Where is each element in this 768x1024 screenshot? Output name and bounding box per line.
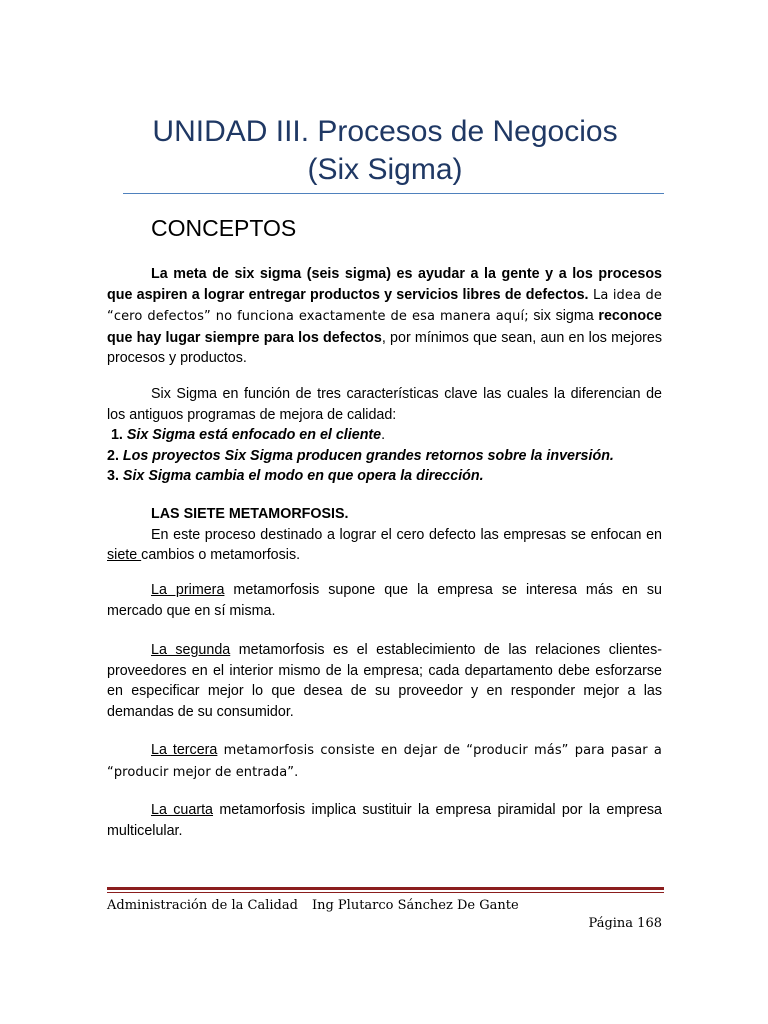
cuarta-label: La cuarta: [151, 802, 214, 818]
list-number: 3.: [107, 468, 123, 485]
list-text: Los proyectos Six Sigma producen grandes retornos sobre la inversión.: [122, 447, 614, 464]
tercera-label: La tercera: [151, 742, 218, 758]
footer-credits: [107, 897, 519, 915]
document-title: [107, 113, 663, 189]
cuarta-text: metamorfosis implica sustituir la empresa piramidal por la empresa multicelular.: [107, 802, 662, 839]
paragraph-caracteristicas: [107, 384, 662, 487]
metamorfosis-heading: LAS SIETE METAMORFOSIS.: [151, 506, 349, 522]
metamorfosis-intro-a: En este proceso destinado a lograr el cero defecto las empresas se enfocan en: [151, 526, 662, 543]
primera-text: metamorfosis supone que la empresa se interesa más en su mercado que en sí misma.: [107, 582, 662, 619]
footer-course: Administración de la Calidad: [107, 898, 298, 913]
p1-plain-a: six sigma: [528, 308, 599, 325]
segunda-text: metamorfosis es el establecimiento de las relaciones clientes-proveedores en el interior mismo de la empresa; cada departamento debe esforzarse en especificar mejor lo que desea de su proveedor y en responder mejor a las demandas de su consumidor.: [107, 642, 662, 720]
list-item: [107, 425, 662, 446]
list-number: 1.: [107, 427, 127, 444]
list-item: [107, 446, 662, 467]
metamorfosis-intro-underlined: siete: [107, 547, 142, 564]
page-number: Página 168: [588, 916, 662, 931]
title-line-2: (Six Sigma): [307, 153, 463, 186]
primera-label: La primera: [151, 582, 225, 598]
paragraph-segunda: [107, 640, 662, 722]
footer-author: Ing Plutarco Sánchez De Gante: [311, 898, 519, 913]
paragraph-metamorfosis: [107, 504, 662, 566]
list-text: Six Sigma cambia el modo en que opera la dirección.: [122, 468, 484, 485]
paragraph-cuarta: [107, 800, 662, 841]
p1-plain-b: , por mínimos que sean, aun en los mejores procesos y productos.: [107, 329, 663, 367]
metamorfosis-intro-b: cambios o metamorfosis.: [141, 547, 301, 564]
section-heading: CONCEPTOS: [151, 215, 297, 241]
segunda-label: La segunda: [151, 642, 231, 658]
paragraph-primera: [107, 580, 662, 621]
p1-bold-b: reconoce que hay lugar siempre para los defectos: [107, 308, 662, 346]
paragraph-meta: [107, 264, 662, 369]
paragraph-tercera: [107, 740, 662, 783]
list-text: Six Sigma está enfocado en el cliente: [126, 427, 382, 444]
tercera-text: metamorfosis consiste en dejar de “producir más” para pasar a “producir mejor de entrada”.: [107, 743, 662, 780]
footer-rule-thin: [107, 892, 664, 893]
title-line-1: UNIDAD III. Procesos de Negocios: [152, 115, 618, 148]
p1-bold-a: La meta de six sigma (seis sigma) es ayudar a la gente y a los procesos que aspiren a lograr entregar productos y servicios libres de defectos.: [107, 266, 662, 303]
list-tail: .: [381, 427, 386, 444]
title-underline: [123, 193, 664, 194]
list-number: 2.: [107, 447, 123, 464]
p1-light-a: La idea de “cero defectos” no funciona exactamente de esa manera aquí;: [107, 287, 662, 325]
footer-rule-thick: [107, 887, 664, 890]
list-item: [107, 466, 662, 487]
p2-intro: Six Sigma en función de tres características clave las cuales la diferencian de los antiguos programas de mejora de calidad:: [107, 386, 662, 423]
